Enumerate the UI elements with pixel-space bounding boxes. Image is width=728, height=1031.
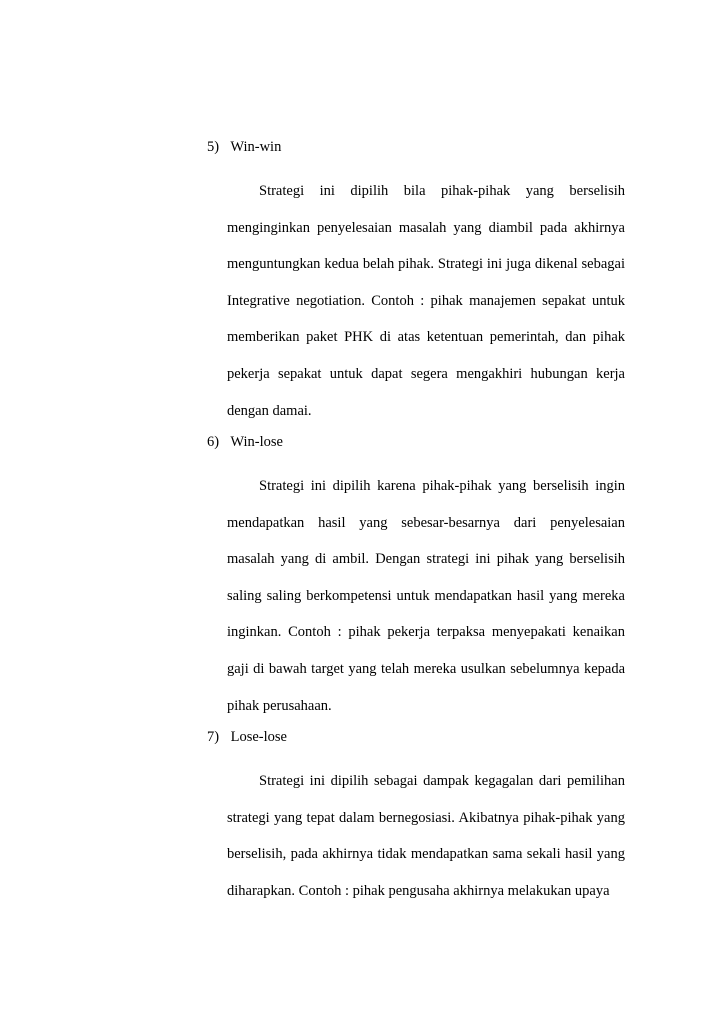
section-number: 5) (207, 139, 220, 155)
section-paragraph-win-lose: Strategi ini dipilih karena pihak-pihak yang berselisih ingin mendapatkan hasil yang sebesar-besarnya dari penyelesaian masalah yang di ambil. Dengan strategi ini pihak yang berselisih saling saling berkompetensi untuk mendapatkan hasil yang mereka inginkan. Contoh : pihak pekerja terpaksa menyepakati kenaikan gaji di bawah target yang telah mereka usulkan sebelumnya kepada pihak perusahaan. (227, 478, 625, 714)
section-title: Win-lose (230, 434, 283, 450)
section-heading-win-lose (207, 433, 283, 451)
section-heading-win-win (207, 138, 281, 156)
section-heading-lose-lose (207, 728, 287, 746)
section-paragraph-lose-lose: Strategi ini dipilih sebagai dampak kegagalan dari pemilihan strategi yang tepat dalam bernegosiasi. Akibatnya pihak-pihak yang berselisih, pada akhirnya tidak mendapatkan sama sekali hasil yang diharapkan. Contoh : pihak pengusaha akhirnya melakukan upaya (227, 773, 625, 899)
section-number: 6) (207, 434, 220, 450)
section-title: Win-win (230, 139, 282, 155)
section-paragraph-win-win: Strategi ini dipilih bila pihak-pihak yang berselisih menginginkan penyelesaian masalah yang diambil pada akhirnya menguntungkan kedua belah pihak. Strategi ini juga dikenal sebagai Integrative negotiation. Contoh : pihak manajemen sepakat untuk memberikan paket PHK di atas ketentuan pemerintah, dan pihak pekerja sepakat untuk dapat segera mengakhiri hubungan kerja dengan damai. (227, 183, 625, 419)
section-number: 7) (207, 729, 220, 745)
section-title: Lose-lose (230, 729, 287, 745)
